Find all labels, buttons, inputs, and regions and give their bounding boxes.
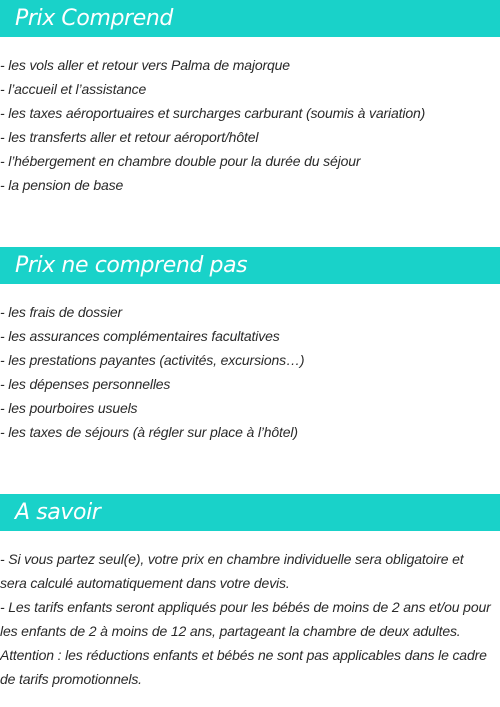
section-header-a-savoir bbox=[0, 494, 500, 531]
list-item: - les pourboires usuels bbox=[0, 400, 138, 416]
paragraph-line: - Si vous partez seul(e), votre prix en chambre individuelle sera obligatoire et bbox=[0, 551, 464, 567]
section-header-prix-comprend bbox=[0, 0, 500, 37]
list-item: - les transferts aller et retour aéroport/hôtel bbox=[0, 129, 259, 145]
list-item: - les frais de dossier bbox=[0, 304, 122, 320]
list-item: - la pension de base bbox=[0, 177, 124, 193]
list-item: - les taxes aéroportuaires et surcharges carburant (soumis à variation) bbox=[0, 105, 426, 121]
excluded-list bbox=[0, 300, 500, 444]
paragraph-line: - Les tarifs enfants seront appliqués pour les bébés de moins de 2 ans et/ou pour bbox=[0, 599, 491, 615]
list-item: - l’hébergement en chambre double pour la durée du séjour bbox=[0, 153, 361, 169]
list-item: - les taxes de séjours (à régler sur place à l’hôtel) bbox=[0, 424, 298, 440]
list-item: - les assurances complémentaires facultatives bbox=[0, 328, 280, 344]
included-list bbox=[0, 53, 500, 197]
info-paragraph bbox=[0, 547, 500, 691]
section-title: Prix ne comprend pas bbox=[15, 252, 248, 278]
paragraph-line: Attention : les réductions enfants et bébés ne sont pas applicables dans le cadre bbox=[0, 647, 487, 663]
list-item: - les dépenses personnelles bbox=[0, 376, 171, 392]
list-item: - les vols aller et retour vers Palma de majorque bbox=[0, 57, 290, 73]
list-item: - l’accueil et l’assistance bbox=[0, 81, 147, 97]
section-header-prix-ne-comprend-pas bbox=[0, 247, 500, 284]
section-title: Prix Comprend bbox=[15, 5, 173, 31]
paragraph-line: les enfants de 2 à moins de 12 ans, partageant la chambre de deux adultes. bbox=[0, 623, 461, 639]
section-title: A savoir bbox=[15, 499, 101, 525]
paragraph-line: de tarifs promotionnels. bbox=[0, 671, 142, 687]
list-item: - les prestations payantes (activités, excursions…) bbox=[0, 352, 305, 368]
paragraph-line: sera calculé automatiquement dans votre devis. bbox=[0, 575, 290, 591]
